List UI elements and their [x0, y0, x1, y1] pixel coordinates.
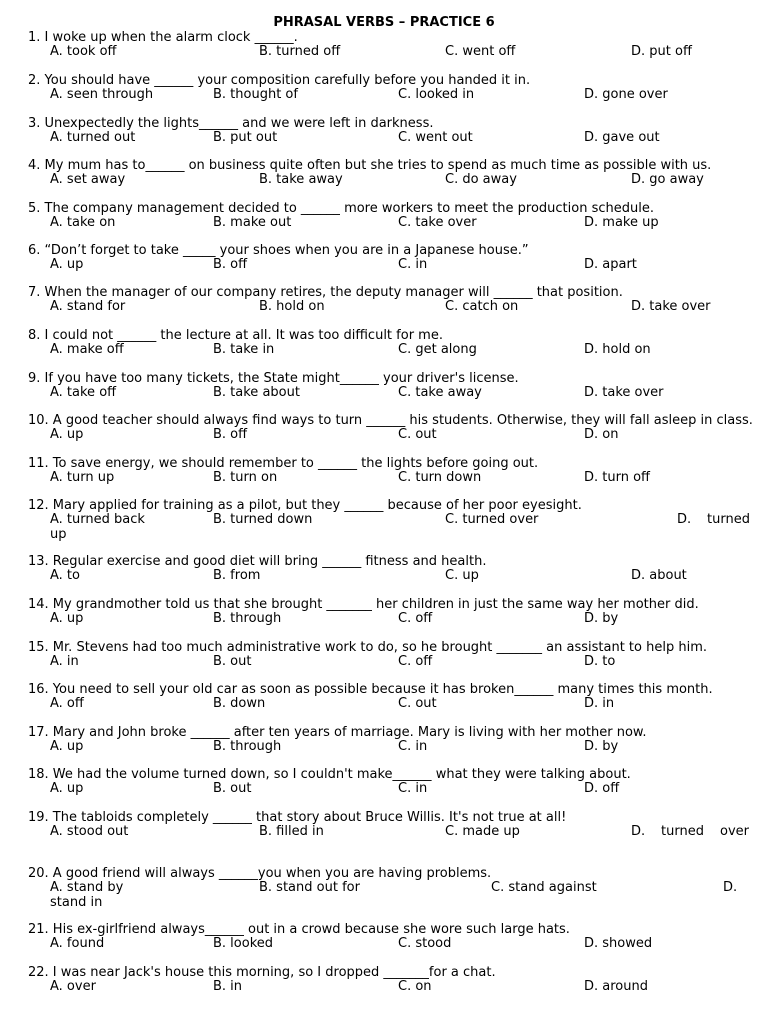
- option-d-letter[interactable]: D.: [677, 512, 692, 527]
- option-c[interactable]: C. do away: [445, 172, 517, 187]
- option-c[interactable]: C. in: [398, 257, 428, 272]
- option-a[interactable]: A. off: [50, 696, 84, 711]
- option-a[interactable]: A. turned out: [50, 130, 136, 145]
- option-c[interactable]: C. take over: [398, 215, 477, 230]
- option-c[interactable]: C. catch on: [445, 299, 519, 314]
- option-b[interactable]: B. take away: [259, 172, 343, 187]
- question-stem: 16. You need to sell your old car as soon as possible because it has broken______ many times this month.: [28, 682, 713, 697]
- option-c[interactable]: C. went off: [445, 44, 516, 59]
- option-a[interactable]: A. in: [50, 654, 79, 669]
- option-d[interactable]: D. apart: [584, 257, 637, 272]
- question-stem: 22. I was near Jack's house this morning, so I dropped _______for a chat.: [28, 965, 496, 980]
- page-title: PHRASAL VERBS – PRACTICE 6: [273, 15, 495, 30]
- option-c[interactable]: C. get along: [398, 342, 477, 357]
- question-13: [28, 554, 758, 594]
- option-d[interactable]: D. on: [584, 427, 619, 442]
- question-3: [28, 116, 758, 156]
- answer-options: [28, 781, 758, 811]
- option-a[interactable]: A. up: [50, 427, 84, 442]
- option-d[interactable]: D. around: [584, 979, 648, 994]
- option-b[interactable]: B. out: [213, 654, 252, 669]
- option-c[interactable]: C. looked in: [398, 87, 475, 102]
- question-5: [28, 201, 758, 241]
- option-c[interactable]: C. turn down: [398, 470, 482, 485]
- question-15: [28, 640, 758, 680]
- question-18: [28, 767, 758, 807]
- option-a[interactable]: A. took off: [50, 44, 117, 59]
- option-b[interactable]: B. down: [213, 696, 266, 711]
- question-12: [28, 498, 758, 542]
- option-b[interactable]: B. looked: [213, 936, 274, 951]
- option-d[interactable]: D. take over: [584, 385, 664, 400]
- option-b[interactable]: B. turned off: [259, 44, 341, 59]
- question-stem: 9. If you have too many tickets, the State might______ your driver's license.: [28, 371, 519, 386]
- option-d[interactable]: D. by: [584, 739, 619, 754]
- answer-options: [28, 130, 758, 160]
- question-8: [28, 328, 758, 368]
- option-b[interactable]: B. filled in: [259, 824, 324, 839]
- question-stem: 8. I could not ______ the lecture at all. It was too difficult for me.: [28, 328, 443, 343]
- answer-options: [28, 611, 758, 641]
- option-b[interactable]: B. through: [213, 611, 282, 626]
- question-4: [28, 158, 758, 198]
- question-stem: 13. Regular exercise and good diet will bring ______ fitness and health.: [28, 554, 487, 569]
- option-c[interactable]: C. in: [398, 781, 428, 796]
- option-d-word-2[interactable]: over: [720, 824, 749, 839]
- option-d[interactable]: D. gone over: [584, 87, 668, 102]
- answer-options: [28, 696, 758, 726]
- option-d[interactable]: D. off: [584, 781, 620, 796]
- answer-options: [28, 172, 758, 202]
- option-b[interactable]: B. turned down: [213, 512, 313, 527]
- option-d-wrap[interactable]: up: [50, 527, 67, 542]
- answer-options: [28, 568, 758, 598]
- question-6: [28, 243, 758, 283]
- question-10: [28, 413, 758, 453]
- question-stem: 1. I woke up when the alarm clock ______.: [28, 30, 298, 45]
- question-2: [28, 73, 758, 113]
- answer-options: [28, 654, 758, 684]
- question-20: [28, 866, 758, 910]
- option-d-word[interactable]: turned: [707, 512, 750, 527]
- option-b[interactable]: B. out: [213, 781, 252, 796]
- option-b[interactable]: B. take in: [213, 342, 275, 357]
- option-c[interactable]: C. out: [398, 427, 437, 442]
- option-b[interactable]: B. hold on: [259, 299, 325, 314]
- option-b[interactable]: B. put out: [213, 130, 278, 145]
- answer-options: [28, 87, 758, 117]
- option-a[interactable]: A. make off: [50, 342, 124, 357]
- option-d[interactable]: D. to: [584, 654, 616, 669]
- question-stem: 2. You should have ______ your composition carefully before you handed it in.: [28, 73, 531, 88]
- option-a[interactable]: A. stand by: [50, 880, 124, 895]
- option-a[interactable]: A. set away: [50, 172, 126, 187]
- question-1: [28, 30, 758, 70]
- option-a[interactable]: A. up: [50, 257, 84, 272]
- answer-options: [28, 824, 758, 854]
- option-c[interactable]: C. went out: [398, 130, 473, 145]
- option-d[interactable]: D. go away: [631, 172, 704, 187]
- answer-options: [28, 936, 758, 966]
- question-16: [28, 682, 758, 722]
- option-c[interactable]: C. made up: [445, 824, 520, 839]
- option-a[interactable]: A. up: [50, 739, 84, 754]
- option-d[interactable]: D. put off: [631, 44, 692, 59]
- option-c[interactable]: C. out: [398, 696, 437, 711]
- option-c[interactable]: C. stood: [398, 936, 452, 951]
- question-stem: 17. Mary and John broke ______ after ten years of marriage. Mary is living with her mother now.: [28, 725, 647, 740]
- answer-options: [28, 385, 758, 415]
- question-stem: 10. A good teacher should always find ways to turn ______ his students. Otherwise, they will fall asleep in class.: [28, 413, 753, 428]
- answer-options: [28, 44, 758, 74]
- option-d-letter[interactable]: D.: [723, 880, 738, 895]
- question-stem: 11. To save energy, we should remember to ______ the lights before going out.: [28, 456, 539, 471]
- answer-options: [28, 342, 758, 372]
- question-14: [28, 597, 758, 637]
- option-d[interactable]: D. gave out: [584, 130, 660, 145]
- option-b[interactable]: B. in: [213, 979, 243, 994]
- option-a[interactable]: A. stand for: [50, 299, 126, 314]
- question-stem: 5. The company management decided to ______ more workers to meet the production schedule.: [28, 201, 654, 216]
- question-19: [28, 810, 758, 850]
- question-stem: 3. Unexpectedly the lights______ and we were left in darkness.: [28, 116, 434, 131]
- question-22: [28, 965, 758, 1005]
- option-a[interactable]: A. stood out: [50, 824, 129, 839]
- question-11: [28, 456, 758, 496]
- option-c[interactable]: C. take away: [398, 385, 482, 400]
- option-d-wrap[interactable]: stand in: [50, 895, 103, 910]
- option-a[interactable]: A. turned back: [50, 512, 145, 527]
- question-stem: 18. We had the volume turned down, so I couldn't make______ what they were talking about.: [28, 767, 631, 782]
- question-stem: 19. The tabloids completely ______ that story about Bruce Willis. It's not true at all!: [28, 810, 567, 825]
- question-stem: 12. Mary applied for training as a pilot, but they ______ because of her poor eyesight.: [28, 498, 582, 513]
- option-a[interactable]: A. turn up: [50, 470, 115, 485]
- option-c[interactable]: C. turned over: [445, 512, 539, 527]
- question-stem: 4. My mum has to______ on business quite often but she tries to spend as much time as possible with us.: [28, 158, 712, 173]
- question-stem: 15. Mr. Stevens had too much administrative work to do, so he brought _______ an assistant to help him.: [28, 640, 707, 655]
- option-b[interactable]: B. stand out for: [259, 880, 360, 895]
- option-b[interactable]: B. make out: [213, 215, 292, 230]
- option-a[interactable]: A. to: [50, 568, 80, 583]
- question-stem: 14. My grandmother told us that she brought _______ her children in just the same way her mother did.: [28, 597, 699, 612]
- option-c[interactable]: C. stand against: [491, 880, 597, 895]
- answer-options: [28, 880, 758, 910]
- option-b[interactable]: B. from: [213, 568, 261, 583]
- option-a[interactable]: A. found: [50, 936, 105, 951]
- answer-options: [28, 512, 758, 542]
- option-d[interactable]: D. showed: [584, 936, 653, 951]
- option-c[interactable]: C. in: [398, 739, 428, 754]
- question-stem: 20. A good friend will always ______you when you are having problems.: [28, 866, 492, 881]
- option-a[interactable]: A. over: [50, 979, 96, 994]
- option-d[interactable]: D. in: [584, 696, 615, 711]
- answer-options: [28, 299, 758, 329]
- option-c[interactable]: C. off: [398, 611, 433, 626]
- question-stem: 21. His ex-girlfriend always______ out in a crowd because she wore such large hats.: [28, 922, 570, 937]
- option-c[interactable]: C. off: [398, 654, 433, 669]
- option-d[interactable]: D. take over: [631, 299, 711, 314]
- option-c[interactable]: C. up: [445, 568, 479, 583]
- option-d[interactable]: D. make up: [584, 215, 659, 230]
- question-21: [28, 922, 758, 962]
- answer-options: [28, 215, 758, 245]
- option-b[interactable]: B. off: [213, 427, 248, 442]
- option-d[interactable]: D. by: [584, 611, 619, 626]
- question-9: [28, 371, 758, 411]
- option-d[interactable]: D. turn off: [584, 470, 651, 485]
- option-c[interactable]: C. on: [398, 979, 432, 994]
- option-b[interactable]: B. through: [213, 739, 282, 754]
- answer-options: [28, 470, 758, 500]
- option-b[interactable]: B. thought of: [213, 87, 298, 102]
- question-7: [28, 285, 758, 325]
- option-a[interactable]: A. take off: [50, 385, 117, 400]
- option-d[interactable]: D. hold on: [584, 342, 651, 357]
- answer-options: [28, 257, 758, 287]
- option-d-word[interactable]: turned: [661, 824, 704, 839]
- question-stem: 6. “Don’t forget to take _____ your shoes when you are in a Japanese house.”: [28, 243, 529, 258]
- answer-options: [28, 979, 758, 1009]
- option-a[interactable]: A. take on: [50, 215, 116, 230]
- option-a[interactable]: A. up: [50, 781, 84, 796]
- option-d[interactable]: D. about: [631, 568, 687, 583]
- option-b[interactable]: B. take about: [213, 385, 300, 400]
- question-stem: 7. When the manager of our company retires, the deputy manager will ______ that position.: [28, 285, 623, 300]
- option-a[interactable]: A. seen through: [50, 87, 154, 102]
- answer-options: [28, 739, 758, 769]
- answer-options: [28, 427, 758, 457]
- question-17: [28, 725, 758, 765]
- option-a[interactable]: A. up: [50, 611, 84, 626]
- option-b[interactable]: B. turn on: [213, 470, 278, 485]
- option-b[interactable]: B. off: [213, 257, 248, 272]
- option-d-letter[interactable]: D.: [631, 824, 646, 839]
